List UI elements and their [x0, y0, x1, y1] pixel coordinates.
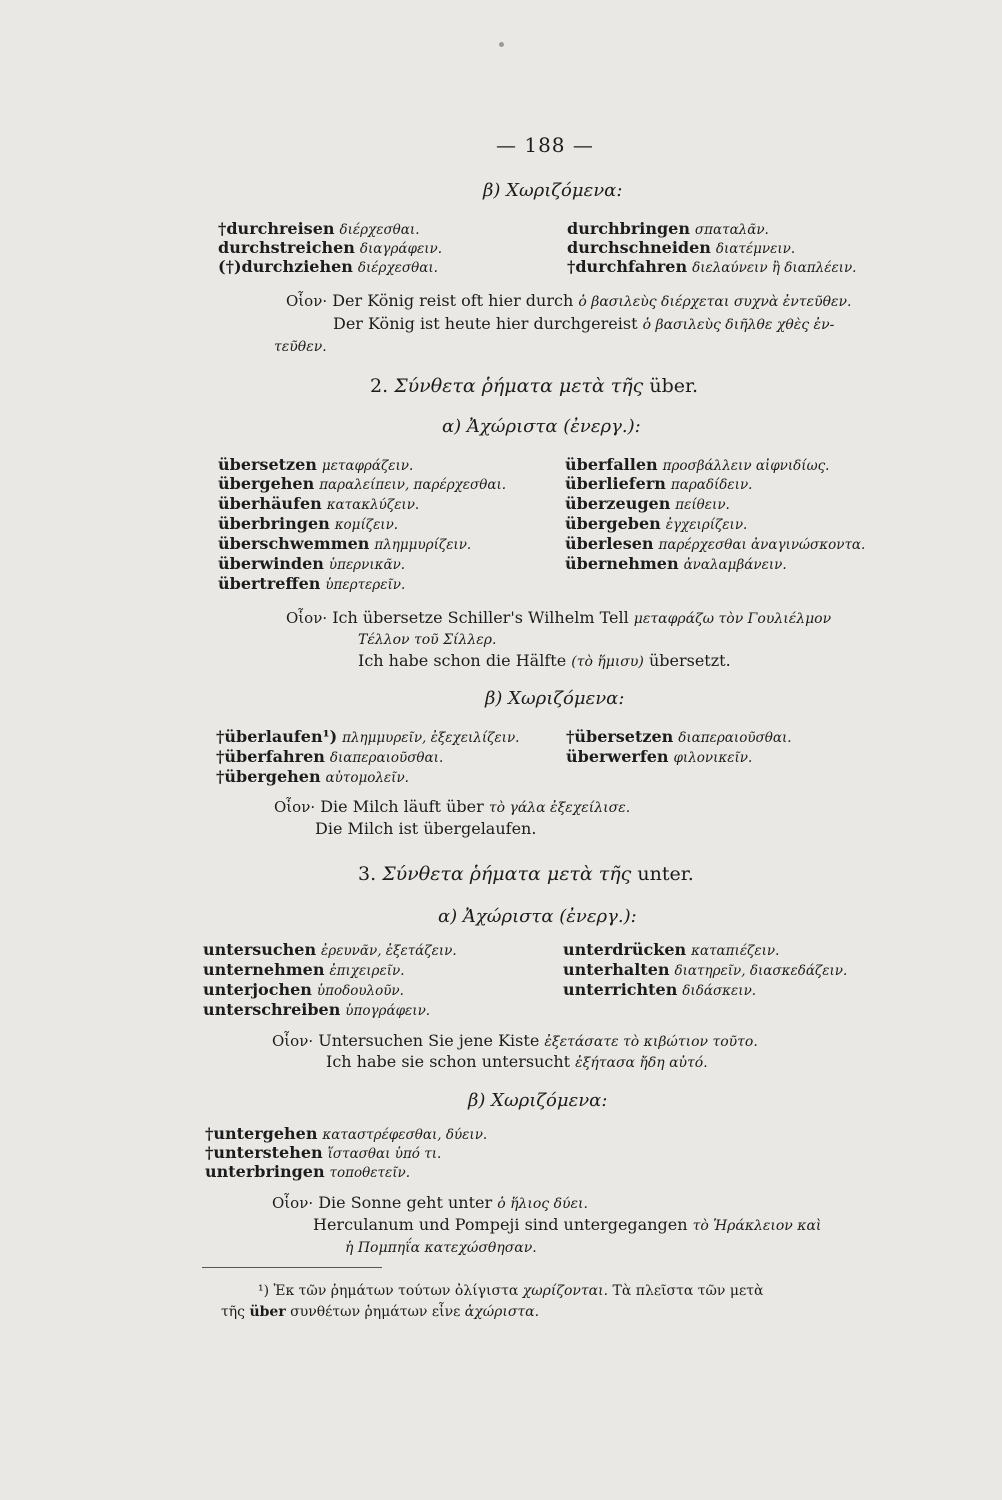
list-item: †überfahren διαπεραιοῦσθαι.	[216, 747, 444, 766]
list-item: überschwemmen πλημμυρίζειν.	[218, 534, 472, 553]
footnote-divider	[202, 1267, 382, 1268]
list-item: †überlaufen¹) πλημμυρεῖν, ἐξεχειλίζειν.	[216, 727, 520, 746]
example-line: Οἷον· Der König reist oft hier durch ὁ βασιλεὺς διέρχεται συχνὰ ἐντεῦθεν.	[286, 291, 852, 310]
example-line: Der König ist heute hier durchgereist ὁ βασιλεὺς διῆλθε χθὲς ἐν-	[333, 314, 835, 333]
list-item: durchbringen σπαταλᾶν.	[567, 219, 769, 238]
list-item: durchschneiden διατέμνειν.	[567, 238, 796, 257]
list-item: unterhalten διατηρεῖν, διασκεδάζειν.	[563, 960, 848, 979]
list-item: übernehmen ἀναλαμβάνειν.	[565, 554, 787, 573]
list-item: überlesen παρέρχεσθαι ἀναγινώσκοντα.	[565, 534, 866, 553]
list-item: übertreffen ὑπερτερεῖν.	[218, 574, 406, 593]
s3-alpha-heading: α) Ἀχώριστα (ἐνεργ.):	[438, 906, 637, 927]
list-item: †übergehen αὐτομολεῖν.	[216, 767, 409, 786]
list-item: übersetzen μεταφράζειν.	[218, 455, 414, 474]
list-item: unterschreiben ὑπογράφειν.	[203, 1000, 431, 1019]
section-heading: 3. Σύνθετα ῥήματα μετὰ τῆς unter.	[358, 863, 694, 885]
example-line: Ich habe sie schon untersucht ἐξήτασα ἤδη αὐτό.	[326, 1052, 708, 1071]
section-heading: 2. Σύνθετα ῥήματα μετὰ τῆς über.	[370, 375, 699, 397]
list-item: unterrichten διδάσκειν.	[563, 980, 757, 999]
example-line: Οἷον· Ich übersetze Schiller's Wilhelm Tell μεταφράζω τὸν Γουλιέλμον	[286, 608, 832, 627]
footnote: ¹) Ἐκ τῶν ῥημάτων τούτων ὀλίγιστα χωρίζονται. Τὰ πλεῖστα τῶν μετὰ	[258, 1283, 764, 1299]
list-item: überbringen κομίζειν.	[218, 514, 399, 533]
ink-spot	[499, 42, 504, 47]
example-line: Ich habe schon die Hälfte (τὸ ἥμισυ) übersetzt.	[358, 651, 731, 670]
list-item: überfallen προσβάλλειν αἰφνιδίως.	[565, 455, 830, 474]
example-line: Τέλλον τοῦ Σίλλερ.	[358, 632, 497, 648]
list-item: unterdrücken καταπιέζειν.	[563, 940, 780, 959]
s3-beta-heading: β) Χωριζόμενα:	[468, 1090, 608, 1111]
example-line: Οἷον· Untersuchen Sie jene Kiste ἐξετάσατε τὸ κιβώτιον τοῦτο.	[272, 1031, 758, 1050]
example-line: τεῦθεν.	[274, 339, 327, 355]
example-line: Die Milch ist übergelaufen.	[315, 819, 537, 838]
list-item: übergeben ἐγχειρίζειν.	[565, 514, 748, 533]
example-line: Herculanum und Pompeji sind untergegangen τὸ Ἡράκλειον καὶ	[313, 1215, 822, 1234]
example-line: ἡ Πομπηΐα κατεχώσθησαν.	[345, 1240, 537, 1256]
list-item: †durchfahren διελαύνειν ἢ διαπλέειν.	[567, 257, 857, 276]
list-item: untersuchen ἐρευνᾶν, ἐξετάζειν.	[203, 940, 457, 959]
s2-alpha-heading: α) Ἀχώριστα (ἐνεργ.):	[442, 416, 641, 437]
list-item: überwerfen φιλονικεῖν.	[566, 747, 753, 766]
list-item: überliefern παραδίδειν.	[565, 474, 753, 493]
s1-beta-heading: β) Χωριζόμενα:	[483, 180, 623, 201]
list-item: überhäufen κατακλύζειν.	[218, 494, 420, 513]
list-item: (†)durchziehen διέρχεσθαι.	[218, 257, 438, 276]
list-item: unterjochen ὑποδουλοῦν.	[203, 980, 404, 999]
footnote: τῆς über συνθέτων ῥημάτων εἶνε ἀχώριστα.	[221, 1304, 540, 1320]
list-item: †übersetzen διαπεραιοῦσθαι.	[566, 727, 792, 746]
list-item: überzeugen πείθειν.	[565, 494, 730, 513]
s2-beta-heading: β) Χωριζόμενα:	[485, 688, 625, 709]
list-item: übergehen παραλείπειν, παρέρχεσθαι.	[218, 474, 507, 493]
list-item: unternehmen ἐπιχειρεῖν.	[203, 960, 405, 979]
list-item: †durchreisen διέρχεσθαι.	[218, 219, 420, 238]
list-item: †untergehen καταστρέφεσθαι, δύειν.	[205, 1124, 488, 1143]
page-number: — 188 —	[496, 133, 594, 157]
list-item: überwinden ὑπερνικᾶν.	[218, 554, 406, 573]
list-item: unterbringen τοποθετεῖν.	[205, 1162, 411, 1181]
list-item: durchstreichen διαγράφειν.	[218, 238, 442, 257]
example-line: Οἷον· Die Sonne geht unter ὁ ἥλιος δύει.	[272, 1193, 588, 1212]
list-item: †unterstehen ἵστασθαι ὑπό τι.	[205, 1143, 442, 1162]
example-line: Οἷον· Die Milch läuft über τὸ γάλα ἐξεχείλισε.	[274, 797, 631, 816]
